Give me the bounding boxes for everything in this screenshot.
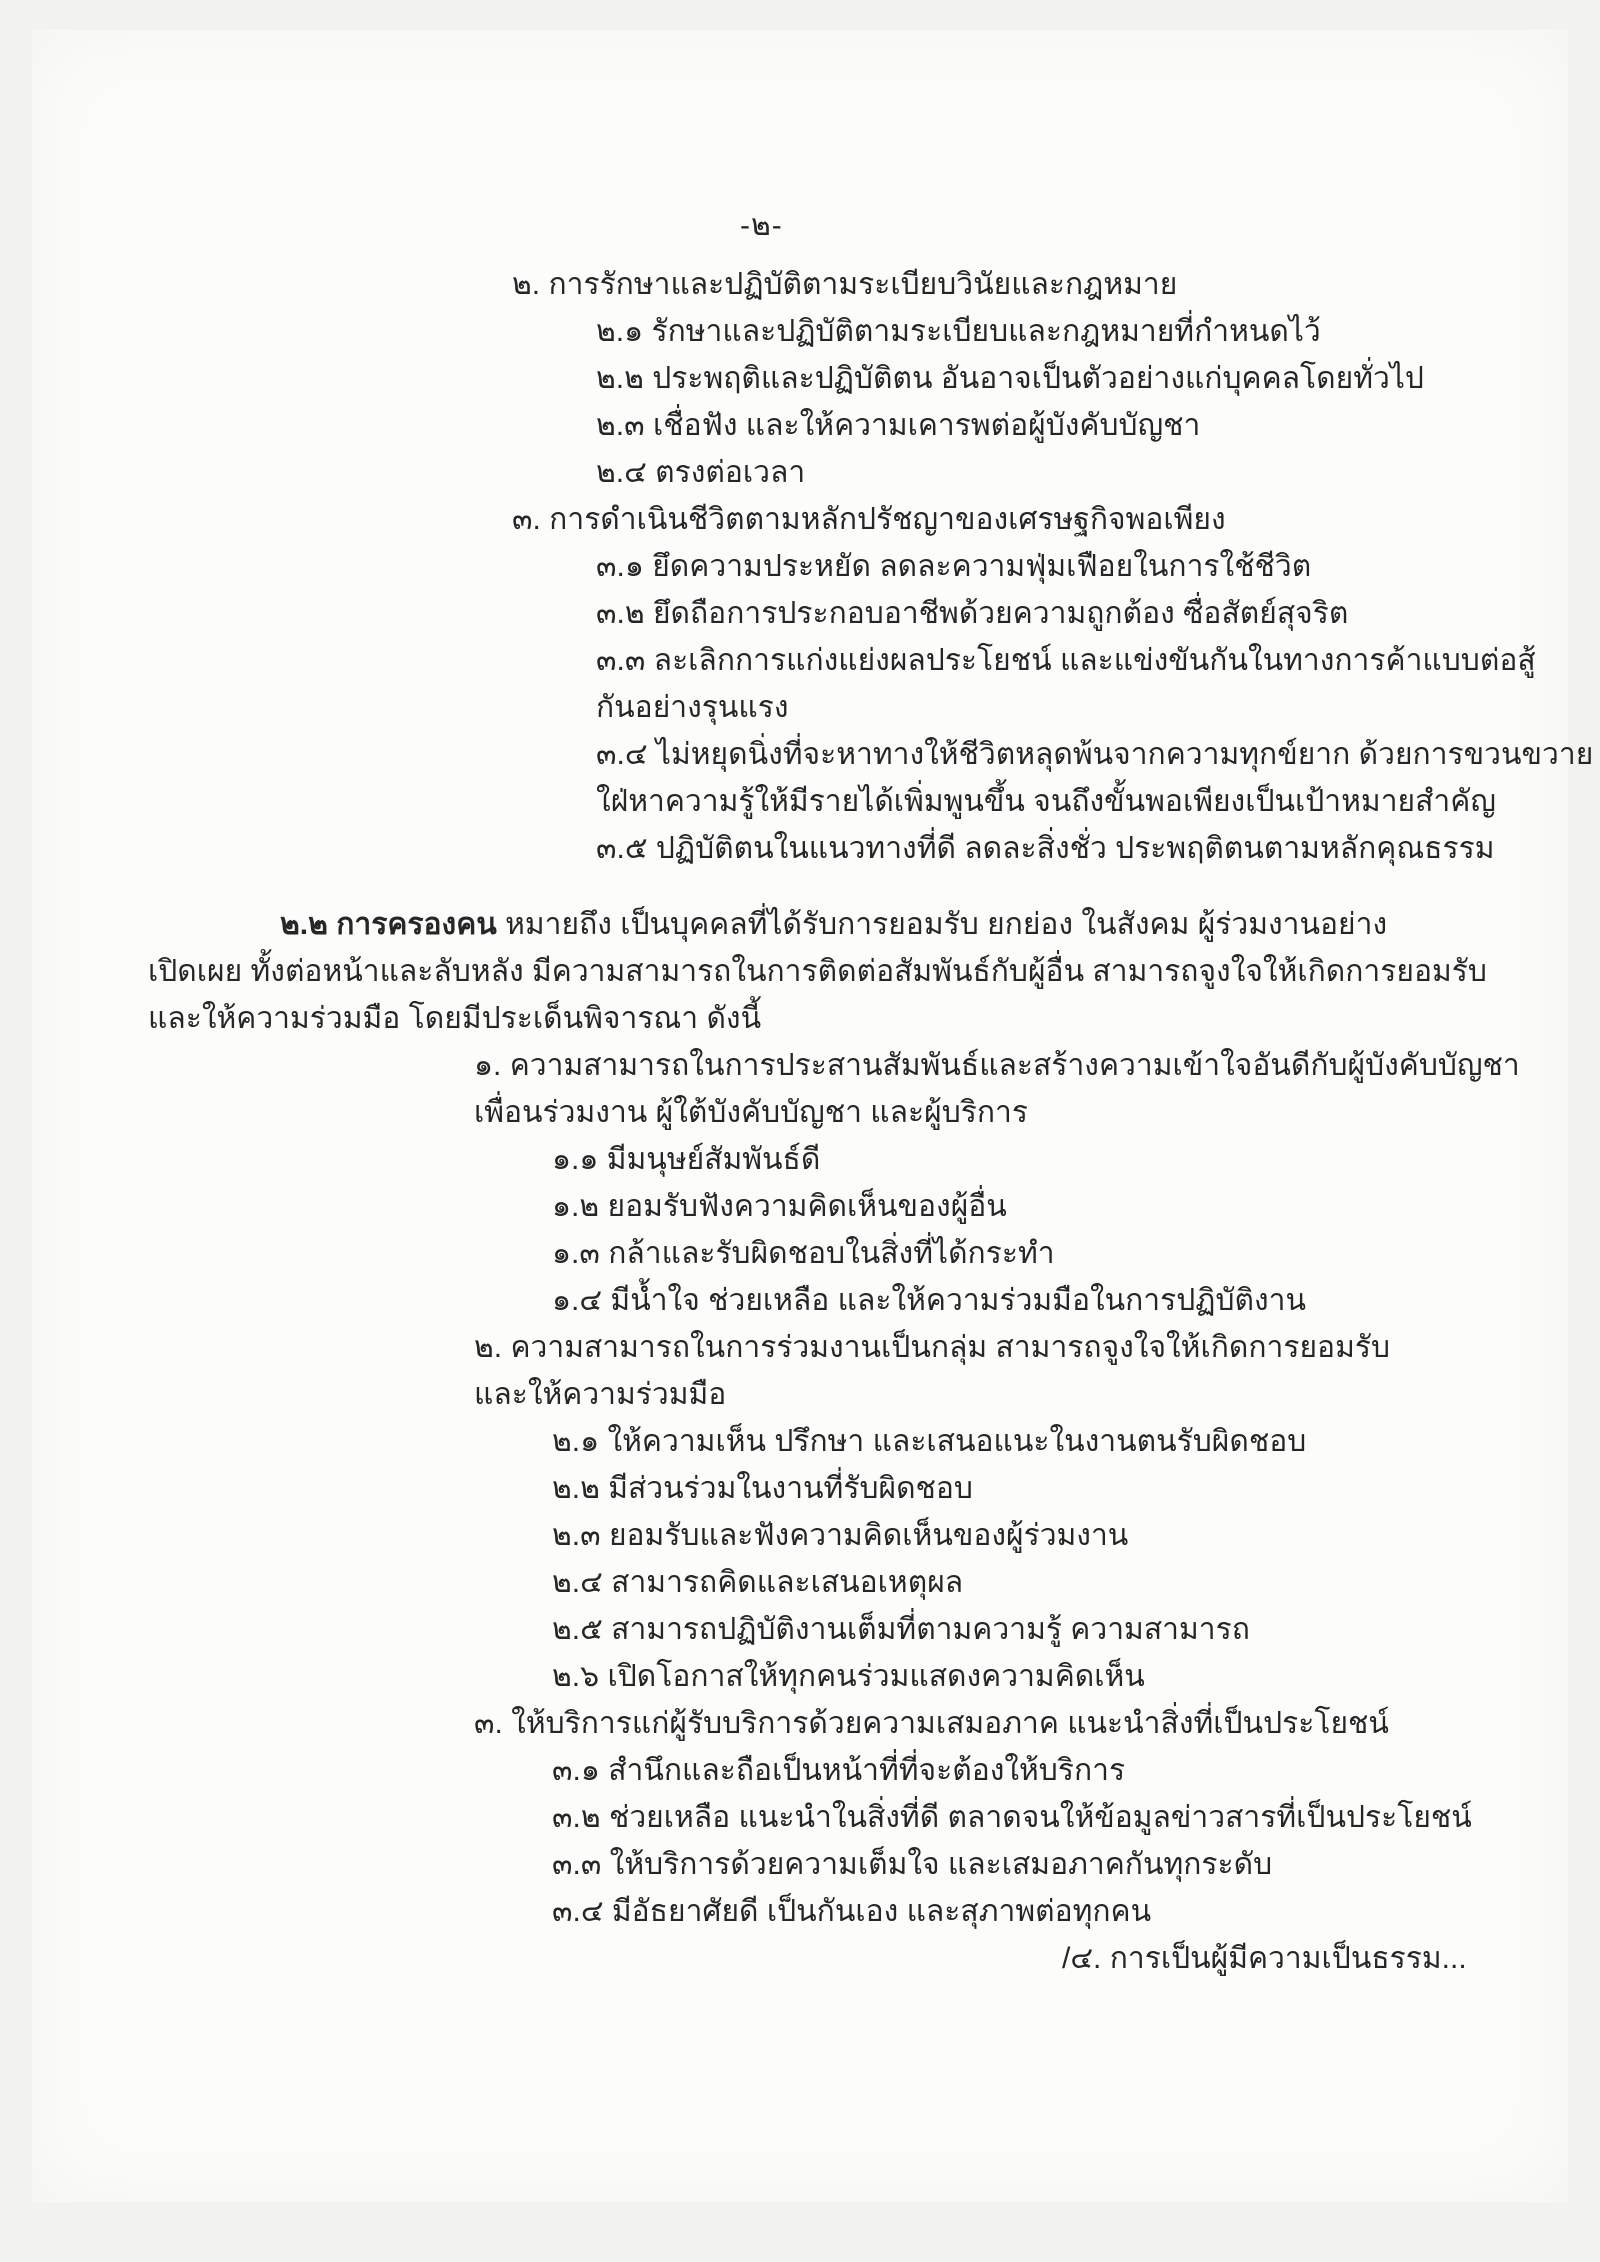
paper	[32, 30, 1594, 2202]
text-line: ๑.๔ มีน้ำใจ ช่วยเหลือ และให้ความร่วมมือในการปฏิบัติงาน	[552, 1284, 1306, 1317]
text-line: ๒. การรักษาและปฏิบัติตามระเบียบวินัยและกฎหมาย	[512, 268, 1178, 301]
text-line: เพื่อนร่วมงาน ผู้ใต้บังคับบัญชา และผู้บริการ	[474, 1096, 1028, 1129]
text-line: ๒.๑ ให้ความเห็น ปรึกษา และเสนอแนะในงานตนรับผิดชอบ	[552, 1425, 1307, 1458]
paragraph-lead-text: หมายถึง เป็นบุคคลที่ได้รับการยอมรับ ยกย่อง ในสังคม ผู้ร่วมงานอย่าง	[496, 908, 1388, 941]
text-line: ๓. ให้บริการแก่ผู้รับบริการด้วยความเสมอภาค แนะนำสิ่งที่เป็นประโยชน์	[474, 1707, 1389, 1740]
text-line: ๒.๖ เปิดโอกาสให้ทุกคนร่วมแสดงความคิดเห็น	[552, 1660, 1145, 1693]
continuation-note: /๔. การเป็นผู้มีความเป็นธรรม...	[1062, 1942, 1467, 1975]
text-line: ๒.๒ มีส่วนร่วมในงานที่รับผิดชอบ	[552, 1472, 973, 1505]
text-line: ๒.๑ รักษาและปฏิบัติตามระเบียบและกฎหมายที่กำหนดไว้	[596, 315, 1321, 348]
text-line: ๓.๔ ไม่หยุดนิ่งที่จะหาทางให้ชีวิตหลุดพ้นจากความทุกข์ยาก ด้วยการขวนขวาย	[596, 738, 1594, 771]
text-line: ๑.๓ กล้าและรับผิดชอบในสิ่งที่ได้กระทำ	[552, 1237, 1055, 1270]
text-line: ๓.๓ ให้บริการด้วยความเต็มใจ และเสมอภาคกันทุกระดับ	[552, 1848, 1273, 1881]
text-line: ๒.๓ ยอมรับและฟังความคิดเห็นของผู้ร่วมงาน	[552, 1519, 1129, 1552]
text-line: ๓.๓ ละเลิกการแก่งแย่งผลประโยชน์ และแข่งขันกันในทางการค้าแบบต่อสู้	[596, 644, 1536, 677]
text-line: ๓.๑ ยึดความประหยัด ลดละความฟุ่มเฟือยในการใช้ชีวิต	[596, 550, 1312, 583]
text-line: ใฝ่หาความรู้ให้มีรายได้เพิ่มพูนขึ้น จนถึงขั้นพอเพียงเป็นเป้าหมายสำคัญ	[596, 785, 1496, 818]
text-line: ๑.๑ มีมนุษย์สัมพันธ์ดี	[552, 1143, 821, 1176]
text-line: และให้ความร่วมมือ	[474, 1378, 727, 1411]
paragraph-heading: ๒.๒ การครองคน	[280, 908, 497, 941]
text-line: ๒. ความสามารถในการร่วมงานเป็นกลุ่ม สามารถจูงใจให้เกิดการยอมรับ	[474, 1331, 1390, 1364]
text-line: ๓.๕ ปฏิบัติตนในแนวทางที่ดี ลดละสิ่งชั่ว ประพฤติตนตามหลักคุณธรรม	[596, 832, 1495, 865]
document-content	[140, 202, 1594, 1982]
text-line: ๒.๓ เชื่อฟัง และให้ความเคารพต่อผู้บังคับบัญชา	[596, 409, 1201, 442]
text-line: ๓. การดำเนินชีวิตตามหลักปรัชญาของเศรษฐกิจพอเพียง	[512, 503, 1226, 536]
paragraph-wrap-line: และให้ความร่วมมือ โดยมีประเด็นพิจารณา ดังนี้	[148, 1002, 762, 1035]
text-line: ๒.๔ สามารถคิดและเสนอเหตุผล	[552, 1566, 964, 1599]
text-line: ๑. ความสามารถในการประสานสัมพันธ์และสร้างความเข้าใจอันดีกับผู้บังคับบัญชา	[474, 1049, 1520, 1082]
text-line: ๓.๒ ยึดถือการประกอบอาชีพด้วยความถูกต้อง ซื่อสัตย์สุจริต	[596, 597, 1349, 630]
page-number: -๒-	[740, 209, 783, 242]
text-line: ๓.๒ ช่วยเหลือ แนะนำในสิ่งที่ดี ตลาดจนให้ข้อมูลข่าวสารที่เป็นประโยชน์	[552, 1801, 1472, 1834]
paragraph-wrap-line: เปิดเผย ทั้งต่อหน้าและลับหลัง มีความสามารถในการติดต่อสัมพันธ์กับผู้อื่น สามารถจูงใจให้เกิดการยอมรับ	[148, 955, 1487, 988]
text-line: ๓.๑ สำนึกและถือเป็นหน้าที่ที่จะต้องให้บริการ	[552, 1754, 1126, 1787]
text-line: ๒.๒ ประพฤติและปฏิบัติตน อันอาจเป็นตัวอย่างแก่บุคคลโดยทั่วไป	[596, 362, 1424, 395]
text-line: ๒.๔ ตรงต่อเวลา	[596, 456, 806, 489]
paragraph-lead-line	[280, 901, 1500, 948]
text-line: ๒.๕ สามารถปฏิบัติงานเต็มที่ตามความรู้ ความสามารถ	[552, 1613, 1250, 1646]
text-line: กันอย่างรุนแรง	[596, 691, 789, 724]
text-line: ๓.๔ มีอัธยาศัยดี เป็นกันเอง และสุภาพต่อทุกคน	[552, 1895, 1152, 1928]
text-line: ๑.๒ ยอมรับฟังความคิดเห็นของผู้อื่น	[552, 1190, 1007, 1223]
